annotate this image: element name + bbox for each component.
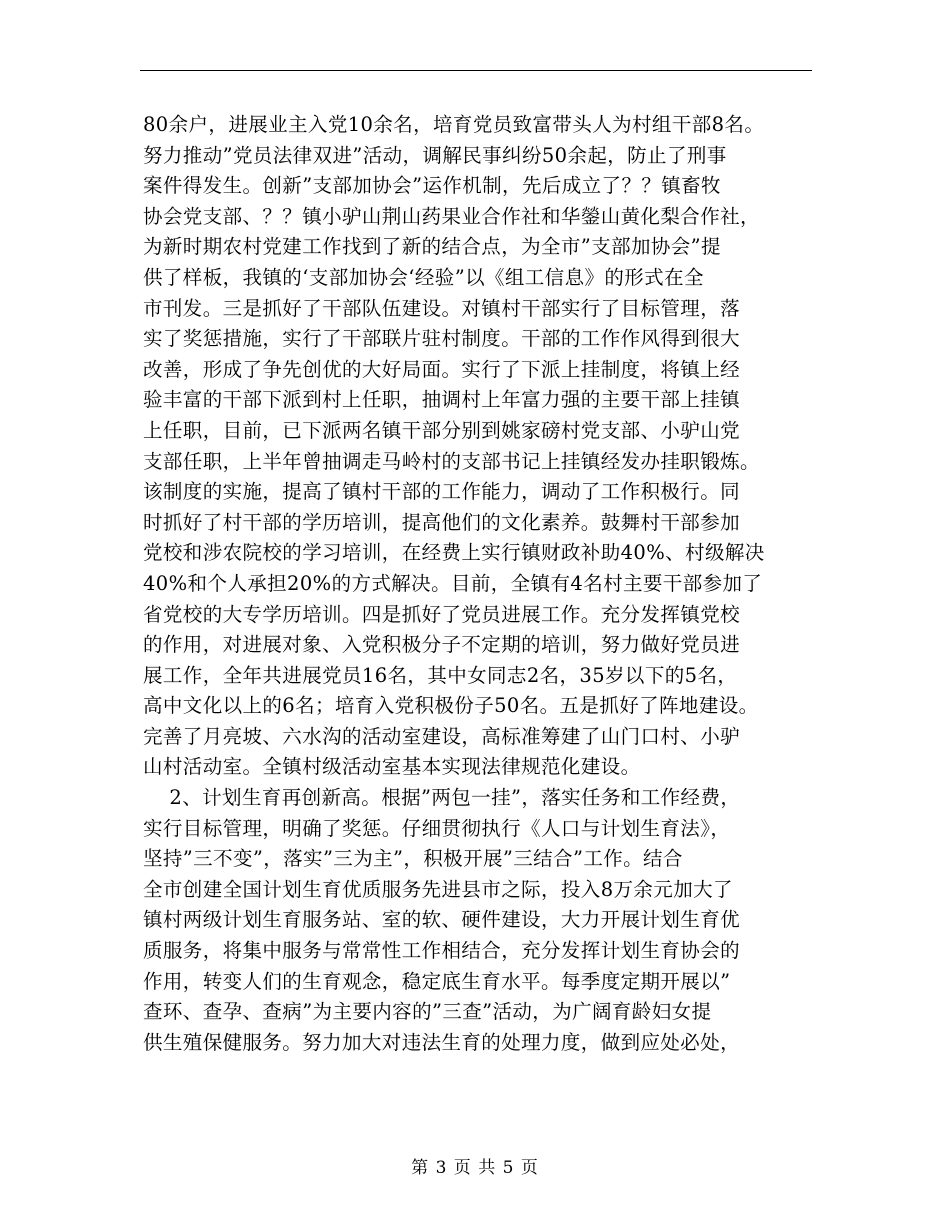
text-line: 展工作，全年共进展党员16名，其中女同志2名，35岁以下的5名， (143, 663, 738, 687)
text-line: 40%和个人承担20%的方式解决。目前，全镇有4名村主要干部参加了 (143, 571, 763, 595)
text-line: 省党校的大专学历培训。四是抓好了党员进展工作。充分发挥镇党校 (143, 602, 741, 626)
text-line: 全市创建全国计划生育优质服务先进县市之际，投入8万余元加大了 (143, 877, 733, 901)
text-line: 山村活动室。全镇村级活动室基本实现法律规范化建设。 (143, 755, 641, 779)
header-rule (140, 70, 812, 71)
text-line: 镇村两级计划生育服务站、室的软、硬件建设，大力开展计划生育优 (143, 908, 741, 932)
text-line: 为新时期农村党建工作找到了新的结合点，为全市”支部加协会”提 (143, 235, 721, 259)
text-line: 供生殖保健服务。努力加大对违法生育的处理力度，做到应处必处， (143, 1030, 741, 1054)
text-line: 支部任职，上半年曾抽调走马岭村的支部书记上挂镇经发办挂职锻炼。 (143, 449, 760, 473)
text-line: 查环、查孕、查病”为主要内容的”三查”活动，为广阔育龄妇女提 (143, 1000, 712, 1024)
text-line: 供了样板，我镇的‘支部加协会‘经验”以《组工信息》的形式在全 (143, 265, 704, 289)
text-line: 坚持”三不变”，落实”三为主”，积极开展”三结合”工作。结合 (143, 847, 683, 871)
body-text (143, 110, 815, 1058)
text-line: 党校和涉农院校的学习培训，在经费上实行镇财政补助40%、村级解决 (143, 541, 765, 565)
text-line: 80余户，进展业主入党10余名，培育党员致富带头人为村组干部8名。 (143, 113, 765, 136)
text-line: 案件得发生。创新”支部加协会”运作机制，先后成立了？？镇畜牧 (143, 174, 721, 198)
text-line: 质服务，将集中服务与常常性工作相结合，充分发挥计划生育协会的 (143, 939, 741, 963)
text-line: 改善，形成了争先创优的大好局面。实行了下派上挂制度，将镇上经 (143, 357, 741, 381)
page-number-footer: 第 3 页 共 5 页 (411, 1158, 539, 1178)
text-line: 高中文化以上的6名；培育入党积极份子50名。五是抓好了阵地建设。 (143, 694, 759, 718)
text-line: 该制度的实施，提高了镇村干部的工作能力，调动了工作积极行。同 (143, 480, 741, 504)
text-line: 2、计划生育再创新高。根据”两包一挂”，落实任务和工作经费， (143, 786, 741, 810)
text-line: 作用，转变人们的生育观念，稳定底生育水平。每季度定期开展以” (143, 969, 731, 993)
text-line: 实行目标管理，明确了奖惩。仔细贯彻执行《人口与计划生育法》， (143, 816, 731, 840)
text-line: 完善了月亮坡、六水沟的活动室建设，高标准筹建了山门口村、小驴 (143, 724, 741, 748)
text-line: 验丰富的干部下派到村上任职，抽调村上年富力强的主要干部上挂镇 (143, 388, 741, 412)
text-line: 实了奖惩措施，实行了干部联片驻村制度。干部的工作作风得到很大 (143, 327, 741, 351)
text-line: 上任职，目前，已下派两名镇干部分别到姚家磅村党支部、小驴山党 (143, 418, 741, 442)
text-line: 的作用，对进展对象、入党积极分子不定期的培训，努力做好党员进 (143, 633, 741, 657)
text-line: 努力推动”党员法律双进”活动，调解民事纠纷50余起，防止了刑事 (143, 143, 727, 167)
text-line: 市刊发。三是抓好了干部队伍建设。对镇村干部实行了目标管理，落 (143, 296, 741, 320)
text-line: 协会党支部、？？镇小驴山荆山药果业合作社和华鎣山黄化梨合作社， (143, 204, 760, 228)
text-line: 时抓好了村干部的学历培训，提高他们的文化素养。鼓舞村干部参加 (143, 510, 741, 534)
